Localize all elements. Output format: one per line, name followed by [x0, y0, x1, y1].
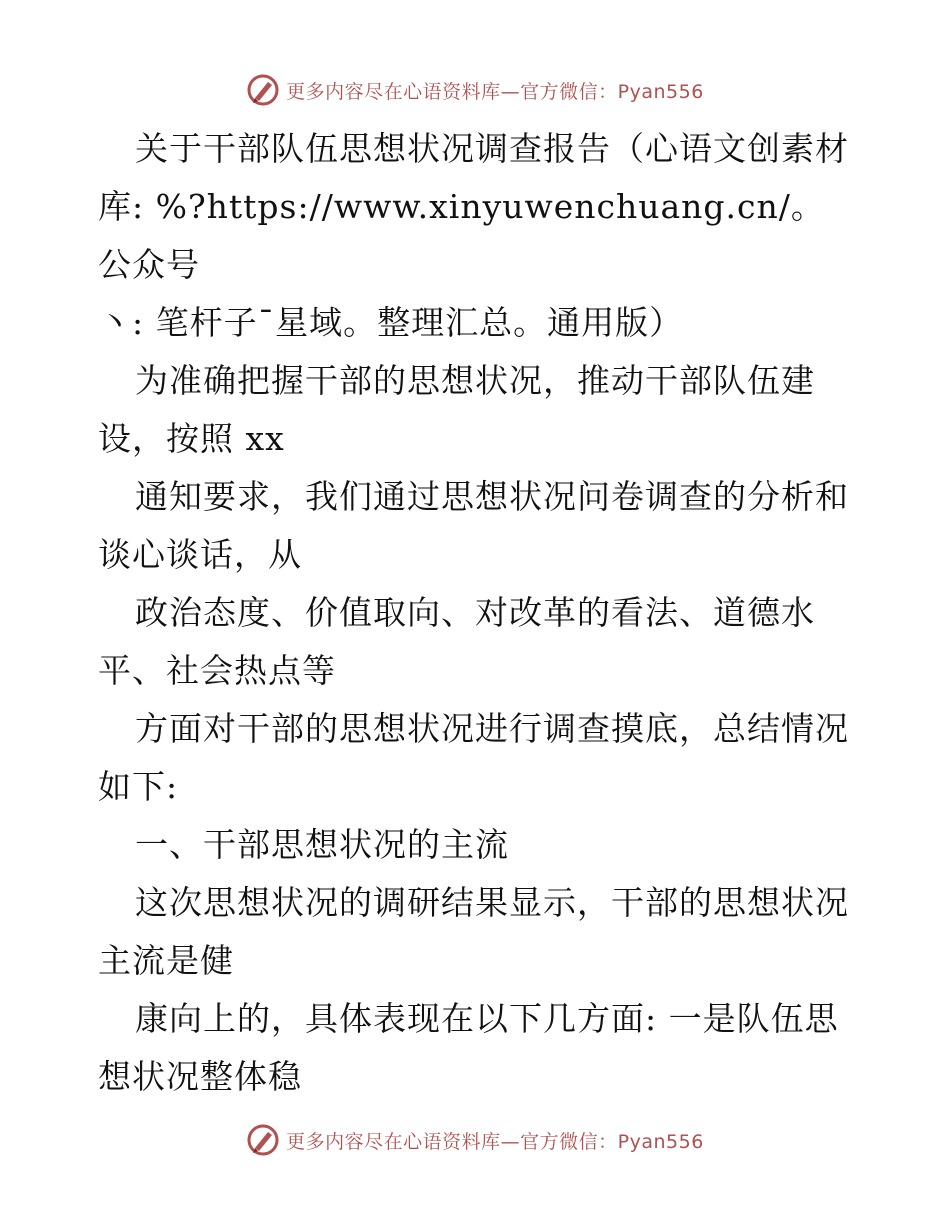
text-line: 这次思想状况的调研结果显示，干部的思想状况: [135, 883, 849, 922]
text-line: 政治态度、价值取向、对改革的看法、道德水: [135, 593, 815, 632]
footer-watermark-text: [286, 1127, 704, 1154]
pen-logo-icon: [246, 73, 280, 107]
footer-wechat-id: Pyan556: [617, 1130, 704, 1153]
text-line: 想状况整体稳: [98, 1057, 302, 1096]
text-line: 谈心谈话，从: [98, 535, 302, 574]
text-line: 为准确把握干部的思想状况，推动干部队伍建: [135, 361, 815, 400]
text-line: 一、干部思想状况的主流: [135, 825, 509, 864]
header-site-text: 更多内容尽在心语资料库—官方微信：: [286, 80, 618, 103]
header-wechat-id: Pyan556: [617, 80, 704, 103]
footer-site-text: 更多内容尽在心语资料库—官方微信：: [286, 1130, 618, 1153]
text-line: 康向上的，具体表现在以下几方面: 一是队伍思: [135, 999, 839, 1038]
header-watermark-text: [286, 77, 704, 104]
text-line: 设，按照 xx: [98, 419, 285, 458]
header-watermark-banner: [0, 70, 950, 110]
footer-watermark-banner: [0, 1120, 950, 1160]
document-body: [98, 120, 858, 1106]
text-line: 平、社会热点等: [98, 651, 336, 690]
body-paragraph: [98, 120, 858, 1106]
text-line: 主流是健: [98, 941, 234, 980]
text-line: 关于干部队伍思想状况调查报告（心语文创素材: [135, 129, 849, 168]
text-line: 通知要求，我们通过思想状况问卷调查的分析和: [135, 477, 849, 516]
text-line: 丶: 笔杆子¯星域。整理汇总。通用版）: [98, 303, 684, 342]
text-line: 方面对干部的思想状况进行调查摸底，总结情况: [135, 709, 849, 748]
pen-logo-icon: [246, 1123, 280, 1157]
text-line: 库: %?https://www.xinyuwenchuang.cn/。公众号: [98, 187, 825, 284]
text-line: 如下:: [98, 767, 179, 806]
